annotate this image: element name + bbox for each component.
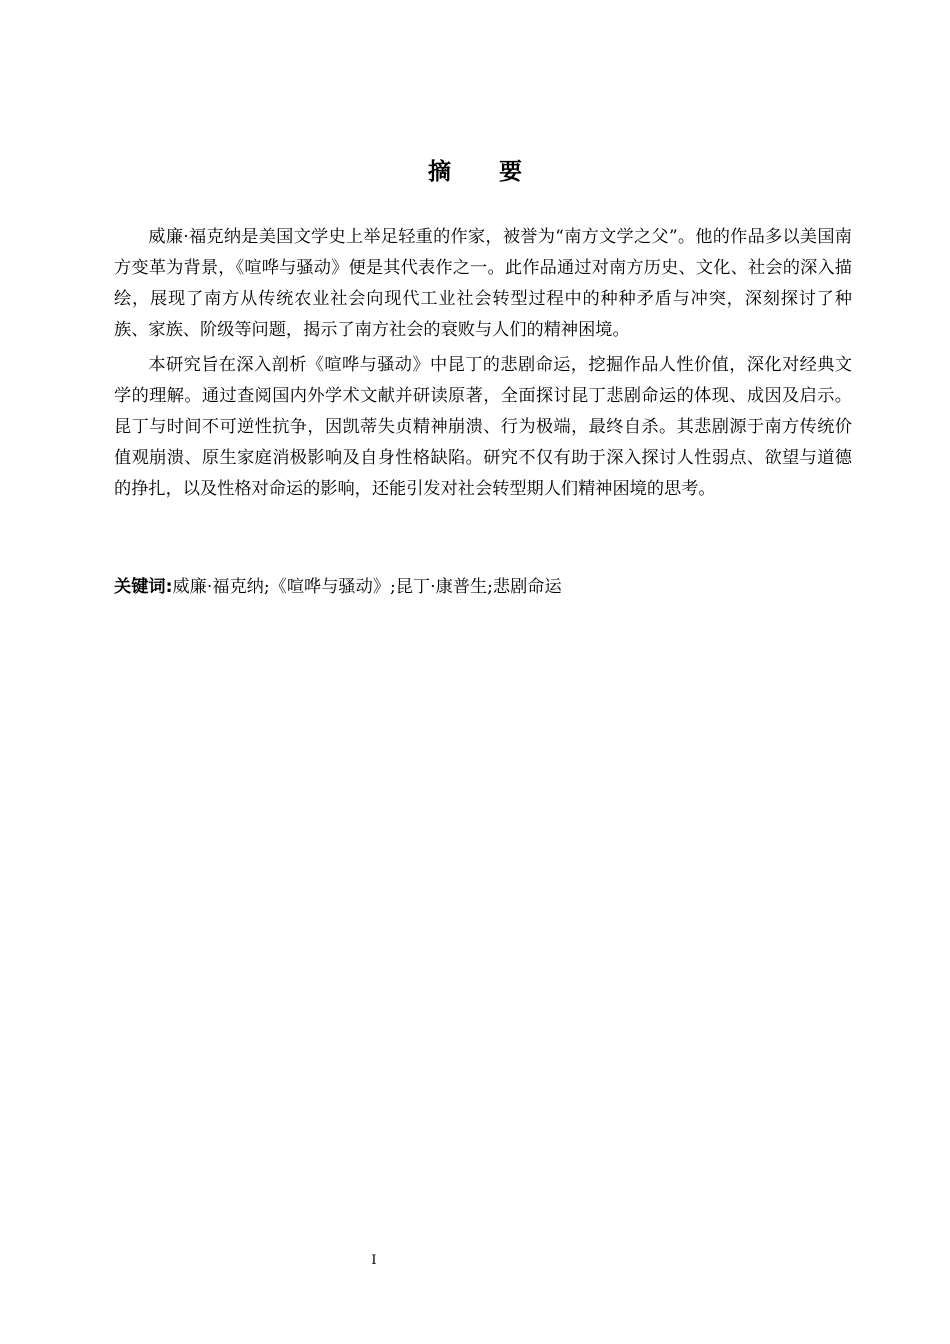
abstract-title-char-1: 摘 <box>428 159 451 185</box>
abstract-title <box>0 155 950 189</box>
abstract-paragraph-1-block <box>114 222 852 346</box>
abstract-paragraph-2-block <box>114 350 852 505</box>
abstract-title-char-2: 要 <box>499 159 522 185</box>
page-number: I <box>371 1253 377 1268</box>
abstract-paragraph-1: 威廉·福克纳是美国文学史上举足轻重的作家，被誉为“南方文学之父”。他的作品多以美国南方变革为背景，《喧哗与骚动》便是其代表作之一。此作品通过对南方历史、文化、社会的深入描绘，展现了南方从传统农业社会向现代工业社会转型过程中的种种矛盾与冲突，深刻探讨了种族、家族、阶级等问题，揭示了南方社会的衰败与人们的精神困境。 <box>114 227 852 340</box>
keywords-label: 关键词: <box>114 577 173 597</box>
abstract-paragraph-2: 本研究旨在深入剖析《喧哗与骚动》中昆丁的悲剧命运，挖掘作品人性价值，深化对经典文学的理解。通过查阅国内外学术文献并研读原著，全面探讨昆丁悲剧命运的体现、成因及启示。昆丁与时间不可逆性抗争，因凯蒂失贞精神崩溃、行为极端，最终自杀。其悲剧源于南方传统价值观崩溃、原生家庭消极影响及自身性格缺陷。研究不仅有助于深入探讨人性弱点、欲望与道德的挣扎，以及性格对命运的影响，还能引发对社会转型期人们精神困境的思考。 <box>114 355 852 499</box>
keywords-line <box>114 572 852 603</box>
keywords-text: 威廉·福克纳;《喧哗与骚动》;昆丁·康普生;悲剧命运 <box>172 577 562 597</box>
